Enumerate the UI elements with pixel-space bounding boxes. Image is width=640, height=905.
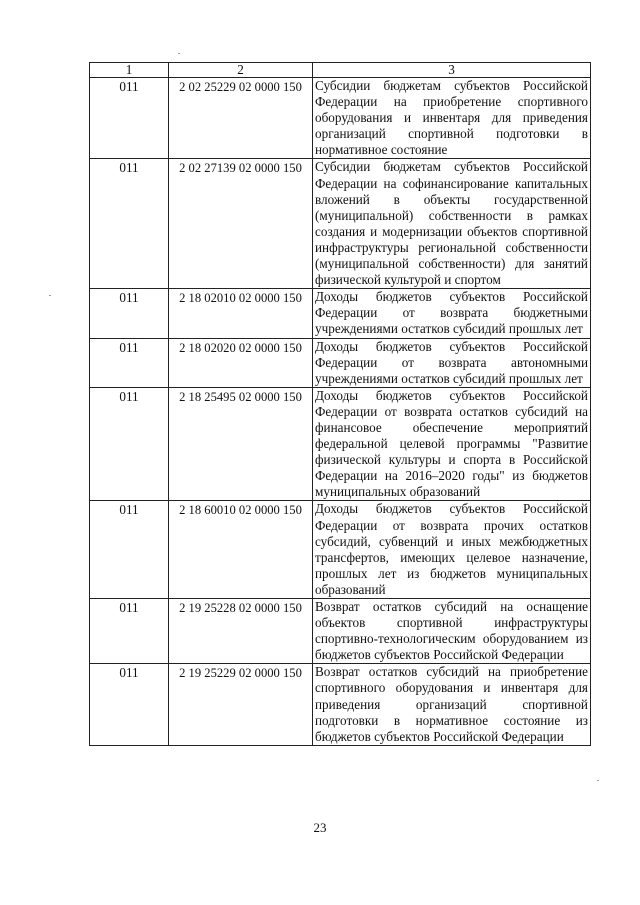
table-row xyxy=(90,501,591,599)
admin-code-cell: 011 xyxy=(90,664,169,745)
admin-code-cell: 011 xyxy=(90,599,169,664)
scan-speck xyxy=(49,295,51,296)
admin-code-cell: 011 xyxy=(90,501,169,599)
revenue-codes-table xyxy=(89,62,591,746)
column-header-1: 1 xyxy=(90,63,169,78)
admin-code-cell: 011 xyxy=(90,78,169,159)
budget-code-cell: 2 02 25229 02 0000 150 xyxy=(169,78,313,159)
table-row xyxy=(90,387,591,501)
scan-speck xyxy=(178,53,180,54)
budget-code-cell: 2 18 02010 02 0000 150 xyxy=(169,289,313,338)
description-cell: Доходы бюджетов субъектов Российской Федерации от возврата прочих остатков субсидий, субвенций и иных межбюджетных трансфертов, имеющих целевое назначение, прошлых лет из бюджетов муниципальных образований xyxy=(313,501,591,599)
table-row xyxy=(90,599,591,664)
table-row xyxy=(90,338,591,387)
admin-code-cell: 011 xyxy=(90,338,169,387)
table-row xyxy=(90,664,591,745)
budget-code-cell: 2 18 25495 02 0000 150 xyxy=(169,387,313,501)
admin-code-cell: 011 xyxy=(90,387,169,501)
admin-code-cell: 011 xyxy=(90,289,169,338)
table-row xyxy=(90,159,591,289)
description-cell: Субсидии бюджетам субъектов Российской Федерации на приобретение спортивного оборудования и инвентаря для приведения организаций спортивной подготовки в нормативное состояние xyxy=(313,78,591,159)
budget-code-cell: 2 18 02020 02 0000 150 xyxy=(169,338,313,387)
description-cell: Доходы бюджетов субъектов Российской Федерации от возврата автономными учреждениями остатков субсидий прошлых лет xyxy=(313,338,591,387)
table-row xyxy=(90,78,591,159)
column-header-2: 2 xyxy=(169,63,313,78)
table-row xyxy=(90,289,591,338)
description-cell: Доходы бюджетов субъектов Российской Федерации от возврата бюджетными учреждениями остатков субсидий прошлых лет xyxy=(313,289,591,338)
scan-speck xyxy=(597,780,599,781)
budget-code-cell: 2 19 25229 02 0000 150 xyxy=(169,664,313,745)
description-cell: Субсидии бюджетам субъектов Российской Федерации на софинансирование капитальных вложений в объекты государственной (муниципальной) собственности в рамках создания и модернизации объектов спортивной инфраструктуры региональной собственности (муниципальной собственности) для занятий физической культурой и спортом xyxy=(313,159,591,289)
page-number: 23 xyxy=(313,820,327,835)
description-cell: Возврат остатков субсидий на оснащение объектов спортивной инфраструктуры спортивно-технологическим оборудованием из бюджетов субъектов Российской Федерации xyxy=(313,599,591,664)
budget-code-cell: 2 19 25228 02 0000 150 xyxy=(169,599,313,664)
budget-code-cell: 2 02 27139 02 0000 150 xyxy=(169,159,313,289)
table-header-row xyxy=(90,63,591,78)
column-header-3: 3 xyxy=(313,63,591,78)
budget-code-cell: 2 18 60010 02 0000 150 xyxy=(169,501,313,599)
description-cell: Доходы бюджетов субъектов Российской Федерации от возврата остатков субсидий на финансовое обеспечение мероприятий федеральной целевой программы "Развитие физической культуры и спорта в Российской Федерации на 2016–2020 годы" из бюджетов муниципальных образований xyxy=(313,387,591,501)
description-cell: Возврат остатков субсидий на приобретение спортивного оборудования и инвентаря для приведения организаций спортивной подготовки в нормативное состояние из бюджетов субъектов Российской Федерации xyxy=(313,664,591,745)
admin-code-cell: 011 xyxy=(90,159,169,289)
